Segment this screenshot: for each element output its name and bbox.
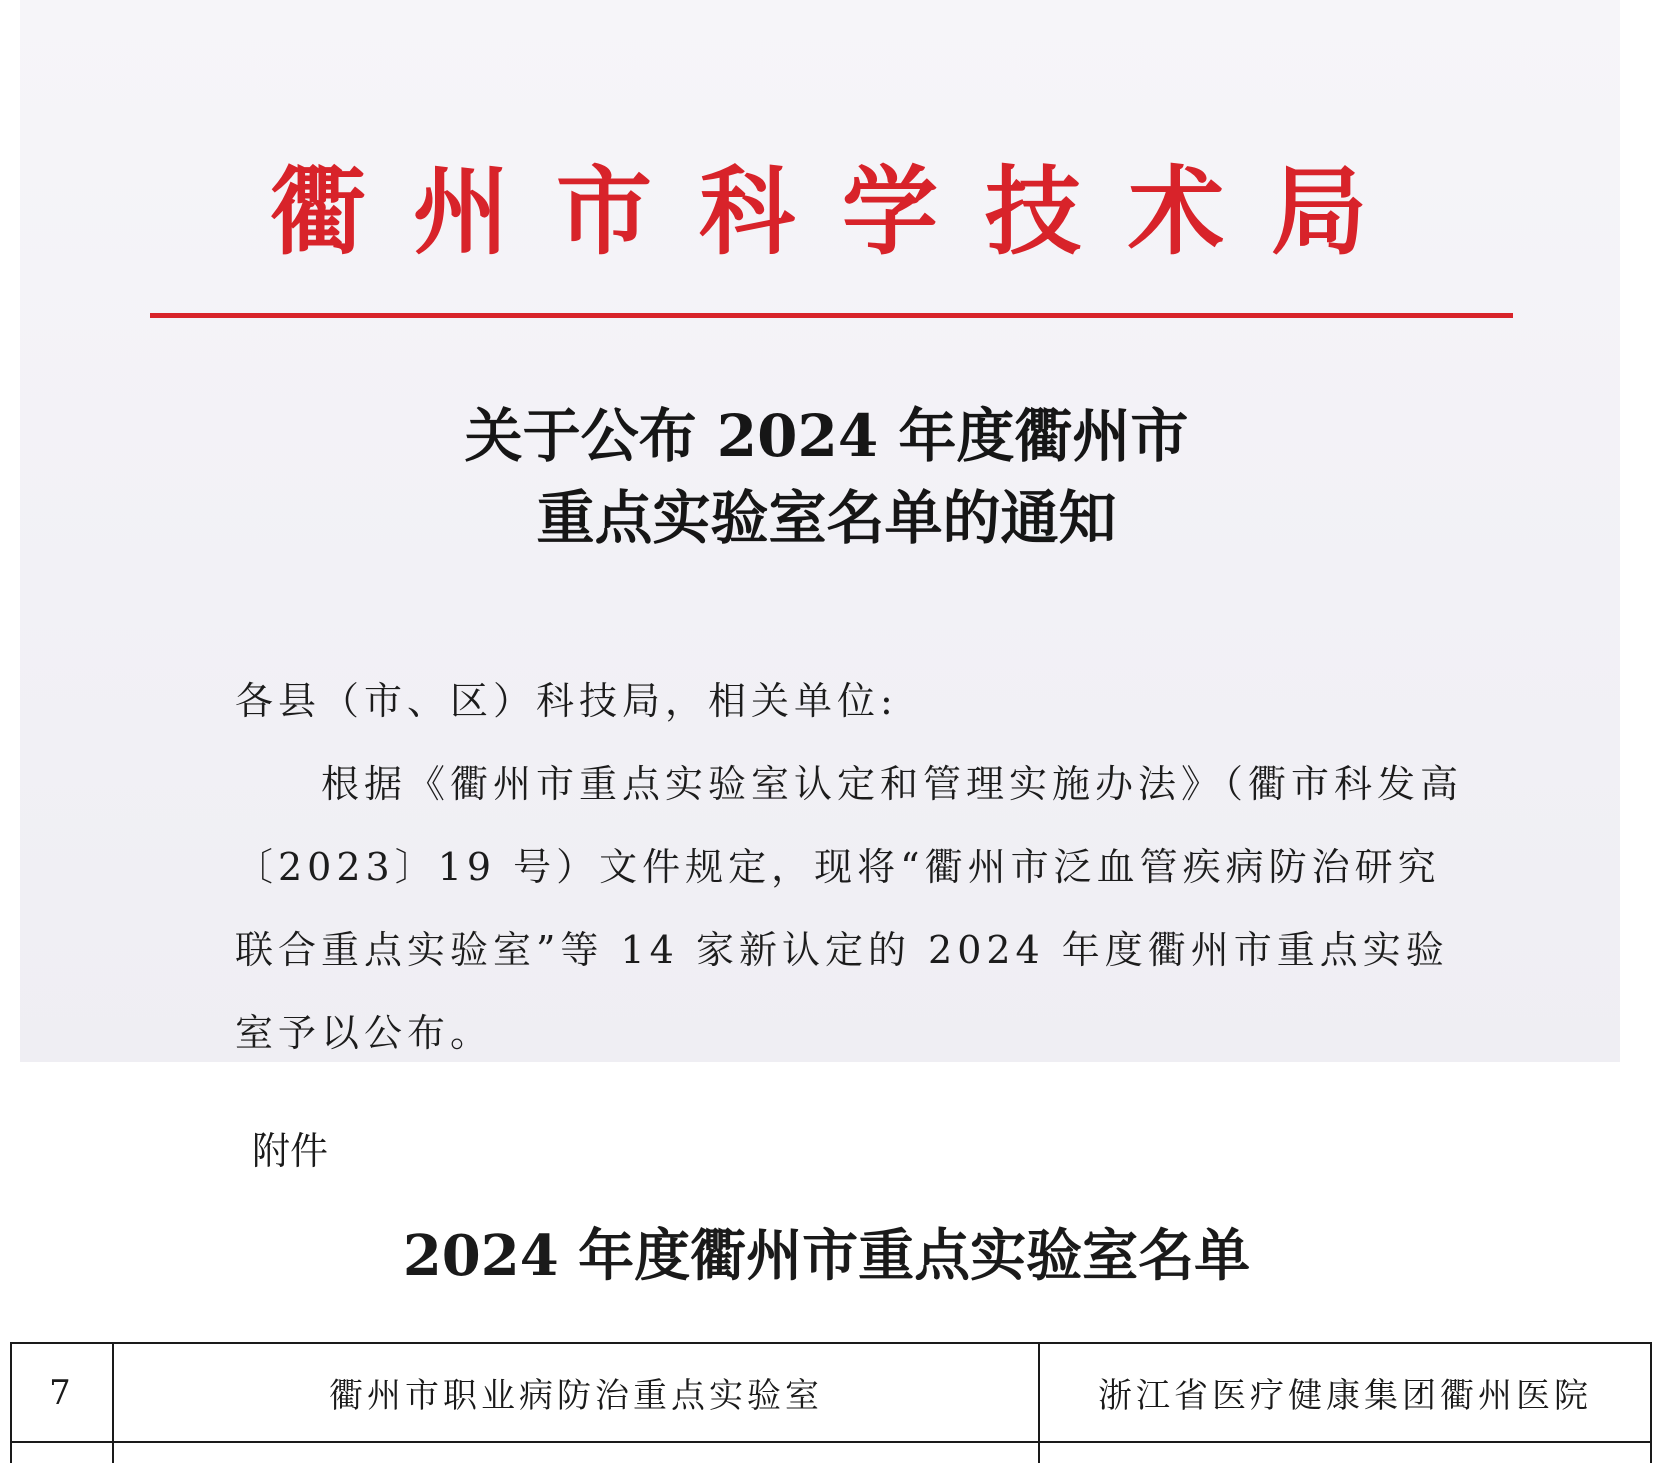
lab-unit: 浙江省医疗健康集团衢州医院 [1039,1343,1651,1442]
letterhead-red-rule [150,313,1513,318]
lab-name: 衢州市职业病防治重点实验室 [113,1343,1039,1442]
cut-off-cell [1039,1442,1651,1463]
cut-off-cell [11,1442,113,1463]
table-row [11,1343,1651,1442]
lab-list-title: 2024 年度衢州市重点实验室名单 [402,1223,1251,1289]
notice-salutation: 各县（市、区）科技局，相关单位: [235,679,898,723]
notice-paragraph: 根据《衢州市重点实验室认定和管理实施办法》（衢市科发高〔2023〕19 号）文件规定，现将“衢州市泛血管疾病防治研究联合重点实验室”等 14 家新认定的 2024 年度衢州市重点实验室予以公布。 [235,762,1464,1055]
row-number: 7 [11,1343,113,1442]
cut-off-cell [113,1442,1039,1463]
notice-title-line-2: 重点实验室名单的通知 [536,484,1117,552]
letterhead-org-name: 衢州市科学技术局 [270,156,1414,268]
notice-title [0,395,1653,559]
notice-title-line-1: 关于公布 2024 年度衢州市 [464,402,1189,470]
attachment-label: 附件 [252,1129,329,1173]
lab-list-table [10,1342,1652,1463]
notice-body [235,660,1465,1075]
table-row-cut-off [11,1442,1651,1463]
